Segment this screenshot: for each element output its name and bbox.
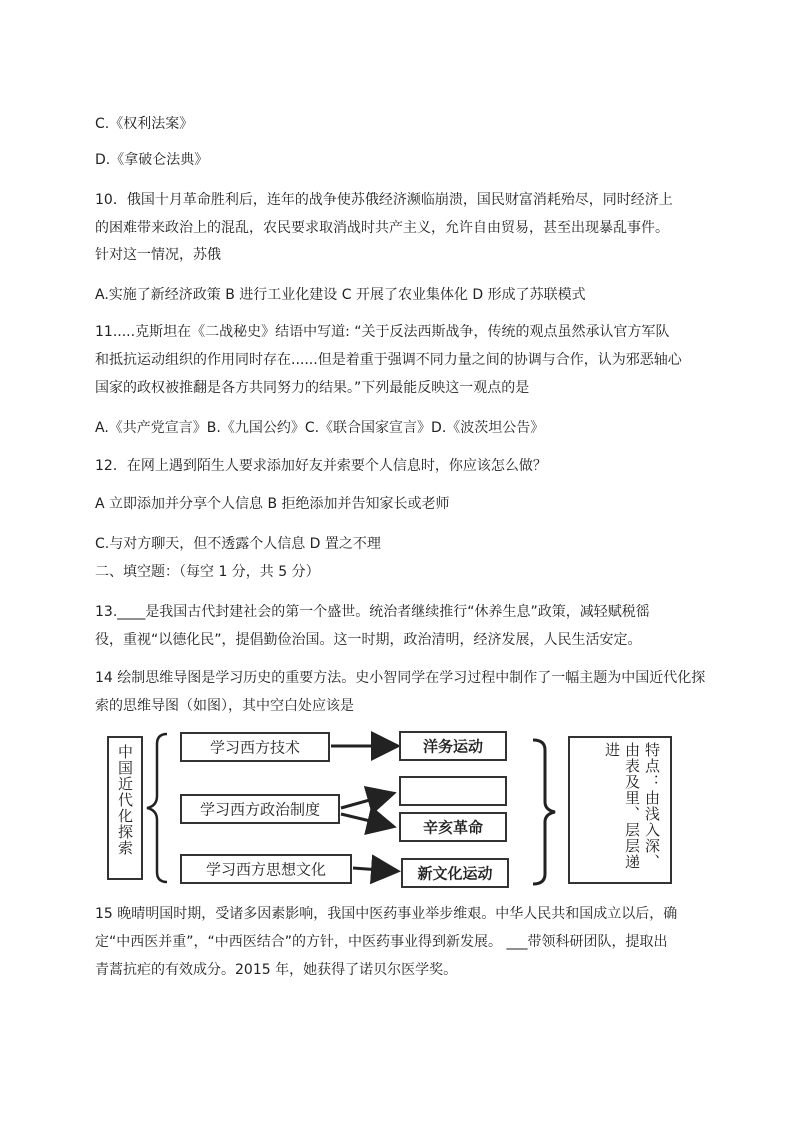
question-10-line-3: 针对这一情况，苏俄 xyxy=(95,247,221,263)
question-15-line-1: 15 晚晴明国时期，受诸多因素影响，我国中医药事业举步维艰。中华人民共和国成立以后，确 xyxy=(95,906,678,922)
question-13-line-1: 13.____是我国古代封建社会的第一个盛世。统治者继续推行“休养生息”政策，减轻赋税徭 xyxy=(95,604,650,620)
learn-culture-box xyxy=(180,854,352,884)
question-11-line-2: 和抵抗运动组织的作用同时存在......但是着重于强调不同力量之间的协调与合作，认为邪恶轴心 xyxy=(95,352,682,368)
option-d-text: D.《拿破仑法典》 xyxy=(95,152,209,168)
question-15-line-3: 青蒿抗疟的有效成分。2015 年，她获得了诺贝尔医学奖。 xyxy=(95,962,458,978)
section-heading-fill-in: 二、填空题：（每空 1 分，共 5 分） xyxy=(95,564,320,580)
question-11-line-1: 11.....克斯坦在《二战秘史》结语中写道: “关于反法西斯战争，传统的观点虽然承认官方军队 xyxy=(95,324,670,340)
question-13-line-2: 役，重视“以德化民”，提倡勤俭治国。这一时期，政治清明，经济发展，人民生活安定。 xyxy=(95,632,642,648)
result-xinhai-label: 辛亥革命 xyxy=(422,818,483,837)
features-label: 特点：由浅入深、由表及里、层层递进 xyxy=(603,742,661,870)
question-10-line-2: 的困难带来政治上的混乱，农民要求取消战时共产主义，允许自由贸易，甚至出现暴乱事件。 xyxy=(95,220,669,236)
learn-culture-label: 学习西方思想文化 xyxy=(205,860,326,879)
result-new-culture-box xyxy=(401,858,509,888)
option-c-text: C.《权利法案》 xyxy=(95,116,194,132)
result-westernization-box xyxy=(399,731,507,761)
question-14-line-1: 14 绘制思维导图是学习历史的重要方法。史小智同学在学习过程中制作了一幅主题为中国近代化探 xyxy=(95,670,706,686)
question-10-options: A.实施了新经济政策 B 进行工业化建设 C 开展了农业集体化 D 形成了苏联模式 xyxy=(95,287,586,303)
result-blank-box xyxy=(399,776,507,806)
question-12-text: 12．在网上遇到陌生人要求添加好友并索要个人信息时，你应该怎么做？ xyxy=(95,458,547,474)
mind-map-diagram xyxy=(95,726,675,890)
features-box xyxy=(568,736,672,884)
learn-tech-box xyxy=(180,732,330,762)
question-11-options: A.《共产党宣言》B.《九国公约》C.《联合国家宣言》D.《波茨坦公告》 xyxy=(95,420,545,436)
result-westernization-label: 洋务运动 xyxy=(422,737,483,756)
learn-tech-label: 学习西方技术 xyxy=(209,738,300,757)
result-xinhai-box xyxy=(399,812,507,842)
question-12-options-cd: C.与对方聊天，但不透露个人信息 D 置之不理 xyxy=(95,536,381,552)
learn-politics-label: 学习西方政治制度 xyxy=(199,800,320,819)
question-10-line-1: 10．俄国十月革命胜利后，连年的战争使苏俄经济濒临崩溃，国民财富消耗殆尽，同时经济上 xyxy=(95,192,673,208)
question-14-line-2: 索的思维导图（如图），其中空白处应该是 xyxy=(95,698,354,714)
learn-politics-box xyxy=(180,794,340,824)
result-new-culture-label: 新文化运动 xyxy=(417,864,493,883)
question-15-line-2: 定“中西医并重”，“中西医结合”的方针，中医药事业得到新发展。 ___带领科研团队，提取出 xyxy=(95,934,668,950)
root-label: 中国近代化探索 xyxy=(116,744,134,856)
question-12-options-ab: A 立即添加并分享个人信息 B 拒绝添加并告知家长或老师 xyxy=(95,496,450,512)
question-11-line-3: 国家的政权被推翻是各方共同努力的结果。”下列最能反映这一观点的是 xyxy=(95,380,530,396)
